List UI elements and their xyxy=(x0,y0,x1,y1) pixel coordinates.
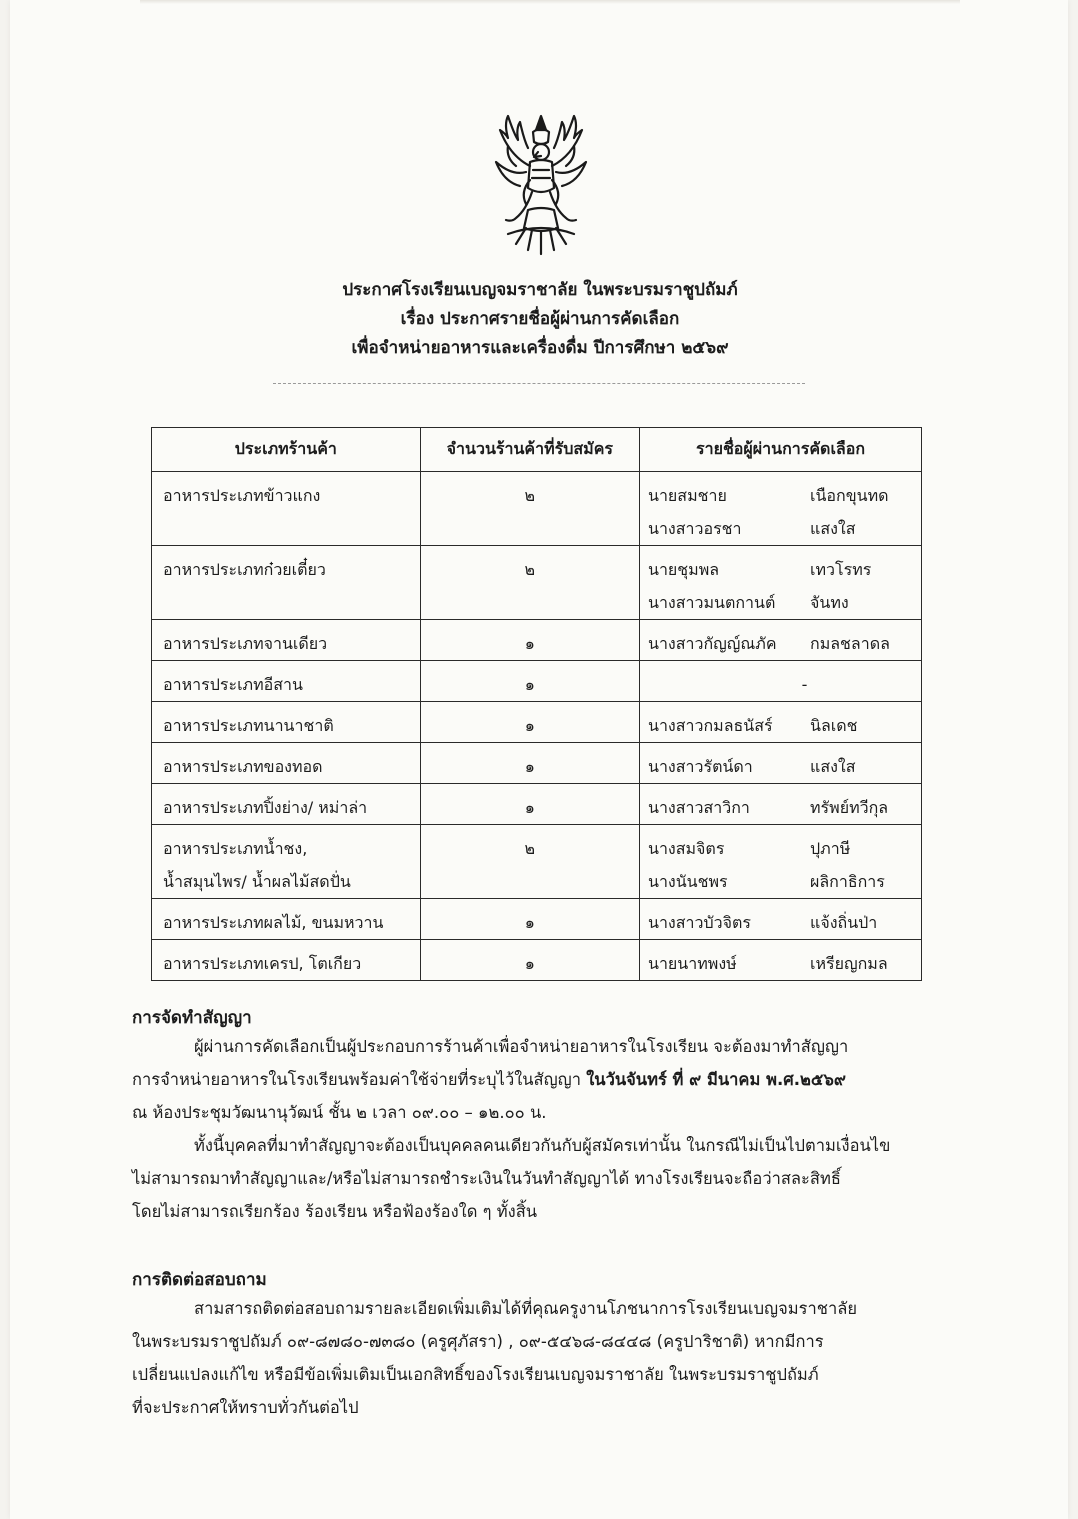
garuda-emblem-icon xyxy=(486,110,596,260)
names-cell xyxy=(640,661,922,702)
contract-line-6: โดยไม่สามารถเรียกร้อง ร้องเรียน หรือฟ้องร้องใด ๆ ทั้งสิ้น xyxy=(132,1202,538,1221)
contact-line-1: สามสารถติดต่อสอบถามรายละเอียดเพิ่มเติมได้ที่คุณครูงานโภชนาการโรงเรียนเบญจมราชาลัย xyxy=(194,1299,858,1318)
first-name: นางนันชพร xyxy=(648,872,728,891)
empty-dash: - xyxy=(801,675,808,694)
count-cell: ๑ xyxy=(420,743,639,784)
header-line-1: ประกาศโรงเรียนเบญจมราชาลัย ในพระบรมราชูปถัมภ์ xyxy=(342,280,738,300)
last-name: เนือกขุนทด xyxy=(810,486,889,505)
category-cell xyxy=(152,546,421,620)
table-row xyxy=(152,784,922,825)
table-row xyxy=(152,702,922,743)
category-cell xyxy=(152,620,421,661)
names-cell xyxy=(640,620,922,661)
name-line xyxy=(648,791,921,824)
contact-paragraph xyxy=(132,1292,947,1424)
count-cell: ๒ xyxy=(420,546,639,620)
contact-section-title: การติดต่อสอบถาม xyxy=(132,1270,267,1290)
table-row xyxy=(152,825,922,899)
last-name: ทรัพย์ทวีกุล xyxy=(810,798,889,817)
table-row xyxy=(152,546,922,620)
count-cell: ๑ xyxy=(420,899,639,940)
category-label: อาหารประเภทก๋วยเตี๋ยว xyxy=(163,560,326,579)
category-cell xyxy=(152,472,421,546)
names-cell xyxy=(640,825,922,899)
name-line xyxy=(648,709,921,742)
names-cell xyxy=(640,546,922,620)
first-name: นายนาทพงษ์ xyxy=(648,954,737,973)
name-line xyxy=(648,865,921,898)
table-row xyxy=(152,899,922,940)
first-name: นายชุมพล xyxy=(648,560,720,579)
name-line xyxy=(648,668,921,701)
last-name: แสงใส xyxy=(810,757,856,776)
contract-line-2-text: การจำหน่ายอาหารในโรงเรียนพร้อมค่าใช้จ่ายที่ระบุไว้ในสัญญา xyxy=(132,1070,587,1089)
category-label: อาหารประเภทเครป, โตเกียว xyxy=(163,954,362,973)
first-name: นางสาวกัญญ์ณภัค xyxy=(648,634,777,653)
table-row xyxy=(152,743,922,784)
category-label: อาหารประเภทข้าวแกง xyxy=(163,486,321,505)
contract-line-4: ทั้งนี้บุคคลที่มาทำสัญญาจะต้องเป็นบุคคลคนเดียวกันกับผู้สมัครเท่านั้น ในกรณีไม่เป็นไปตามเงื่อนไข xyxy=(194,1136,891,1155)
first-name: นางสาวสาวิกา xyxy=(648,798,750,817)
column-header-names: รายชื่อผู้ผ่านการคัดเลือก xyxy=(640,428,922,472)
category-cell xyxy=(152,784,421,825)
table-row xyxy=(152,940,922,981)
category-label: อาหารประเภทจานเดียว xyxy=(163,634,328,653)
last-name: แสงใส xyxy=(810,519,856,538)
table-row xyxy=(152,661,922,702)
contract-line-1: ผู้ผ่านการคัดเลือกเป็นผู้ประกอบการร้านค้าเพื่อจำหน่ายอาหารในโรงเรียน จะต้องมาทำสัญญา xyxy=(194,1037,849,1056)
name-line xyxy=(648,512,921,545)
names-cell xyxy=(640,472,922,546)
count-cell: ๒ xyxy=(420,472,639,546)
contract-line-2 xyxy=(132,1063,947,1096)
first-name: นางสาวมนตกานต์ xyxy=(648,593,776,612)
table-header-row xyxy=(152,428,922,472)
last-name: กมลชลาดล xyxy=(810,634,890,653)
last-name: จันทง xyxy=(810,593,849,612)
announcement-header xyxy=(150,276,930,363)
header-divider xyxy=(273,383,805,384)
category-cell xyxy=(152,661,421,702)
name-line xyxy=(648,553,921,586)
name-line xyxy=(648,627,921,660)
name-line xyxy=(648,947,921,980)
first-name: นางสาวรัตน์ดา xyxy=(648,757,753,776)
contact-line-2: ในพระบรมราชูปถัมภ์ ๐๙-๘๗๘๐-๗๓๘๐ (ครูศุภัสรา) , ๐๙-๕๔๖๘-๘๔๔๘ (ครูปาริชาติ) หากมีการ xyxy=(132,1332,824,1351)
header-line-3: เพื่อจำหน่ายอาหารและเครื่องดื่ม ปีการศึกษา ๒๕๖๙ xyxy=(351,338,729,358)
first-name: นางสาวกมลธนัสร์ xyxy=(648,716,773,735)
selection-table xyxy=(151,427,922,981)
header-line-2: เรื่อง ประกาศรายชื่อผู้ผ่านการคัดเลือก xyxy=(400,309,680,329)
last-name: ผลิกาธิการ xyxy=(810,872,885,891)
last-name: แจ้งถิ่นป่า xyxy=(810,913,878,932)
category-label: อาหารประเภทน้ำชง, xyxy=(163,839,308,858)
contact-line-4: ที่จะประกาศให้ทราบทั่วกันต่อไป xyxy=(132,1398,359,1417)
table-row xyxy=(152,620,922,661)
category-label: อาหารประเภทอีสาน xyxy=(163,675,303,694)
count-cell: ๒ xyxy=(420,825,639,899)
contract-line-5: ไม่สามารถมาทำสัญญาและ/หรือไม่สามารถชำระเงินในวันทำสัญญาได้ ทางโรงเรียนจะถือว่าสละสิทธิ์ xyxy=(132,1169,841,1188)
count-cell: ๑ xyxy=(420,940,639,981)
last-name: เทวโรทร xyxy=(810,560,872,579)
first-name: นางสาวบัวจิตร xyxy=(648,913,751,932)
category-cell xyxy=(152,940,421,981)
count-cell: ๑ xyxy=(420,620,639,661)
last-name: นิลเดช xyxy=(810,716,858,735)
paper-fold xyxy=(140,0,960,4)
category-cell xyxy=(152,825,421,899)
contract-paragraph xyxy=(132,1030,947,1228)
name-line xyxy=(648,479,921,512)
count-cell: ๑ xyxy=(420,784,639,825)
count-cell: ๑ xyxy=(420,702,639,743)
category-label: อาหารประเภทของทอด xyxy=(163,757,323,776)
names-cell xyxy=(640,702,922,743)
category-label: อาหารประเภทนานาชาติ xyxy=(163,716,334,735)
contact-line-3: เปลี่ยนแปลงแก้ไข หรือมีข้อเพิ่มเติมเป็นเอกสิทธิ์ของโรงเรียนเบญจมราชาลัย ในพระบรมราชูปถัมภ์ xyxy=(132,1365,819,1384)
category-label: อาหารประเภทผลไม้, ขนมหวาน xyxy=(163,913,384,932)
names-cell xyxy=(640,940,922,981)
table-row xyxy=(152,472,922,546)
column-header-category: ประเภทร้านค้า xyxy=(152,428,421,472)
category-cell xyxy=(152,743,421,784)
contract-section-title: การจัดทำสัญญา xyxy=(132,1008,252,1028)
contract-line-3: ณ ห้องประชุมวัฒนานุวัฒน์ ชั้น ๒ เวลา ๐๙.๐๐ – ๑๒.๐๐ น. xyxy=(132,1103,547,1122)
last-name: เหรียญกมล xyxy=(810,954,888,973)
category-cell xyxy=(152,702,421,743)
first-name: นางสมจิตร xyxy=(648,839,725,858)
category-label: น้ำสมุนไพร/ น้ำผลไม้สดปั่น xyxy=(163,872,351,891)
category-cell xyxy=(152,899,421,940)
names-cell xyxy=(640,743,922,784)
count-cell: ๑ xyxy=(420,661,639,702)
first-name: นายสมชาย xyxy=(648,486,727,505)
last-name: ปุภาษี xyxy=(810,839,851,858)
contract-date: ในวันจันทร์ ที่ ๙ มีนาคม พ.ศ.๒๕๖๙ xyxy=(586,1070,846,1089)
category-label: อาหารประเภทปิ้งย่าง/ หม่าล่า xyxy=(163,798,368,817)
first-name: นางสาวอรชา xyxy=(648,519,742,538)
column-header-count: จำนวนร้านค้าที่รับสมัคร xyxy=(420,428,639,472)
names-cell xyxy=(640,784,922,825)
name-line xyxy=(648,586,921,619)
names-cell xyxy=(640,899,922,940)
name-line xyxy=(648,750,921,783)
name-line xyxy=(648,906,921,939)
name-line xyxy=(648,832,921,865)
